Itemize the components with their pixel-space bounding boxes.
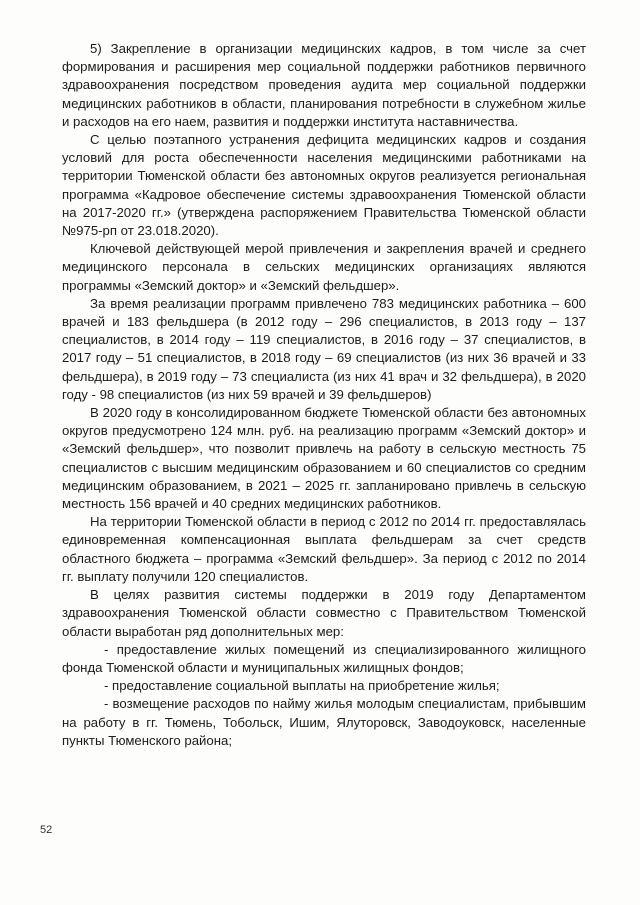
- list-item: - возмещение расходов по найму жилья молодым специалистам, прибывшим на работу в гг. Тюмень, Тобольск, Ишим, Ялуторовск, Заводоуковск, населенные пункты Тюменского района;: [62, 696, 586, 748]
- list-item: - предоставление жилых помещений из специализированного жилищного фонда Тюменской области и муниципальных жилищных фондов;: [62, 641, 586, 675]
- body-text: [62, 40, 586, 750]
- paragraph: 5) Закрепление в организации медицинских кадров, в том числе за счет формирования и расширения мер социальной поддержки работников первичного здравоохранения посредством проведения аудита мер социальной поддержки медицинских работников в области, планирования потребности в служебном жилье и расходов на его наем, развития и поддержки института наставничества.: [62, 41, 586, 129]
- paragraph: На территории Тюменской области в период с 2012 по 2014 гг. предоставлялась единовременная компенсационная выплата фельдшерам за счет средств областного бюджета – программа «Земский фельдшер». За период с 2012 по 2014 гг. выплату получили 120 специалистов.: [62, 514, 586, 584]
- paragraph: Ключевой действующей мерой привлечения и закрепления врачей и среднего медицинского персонала в сельских медицинских организациях являются программы «Земский доктор» и «Земский фельдшер».: [62, 241, 586, 293]
- paragraph: За время реализации программ привлечено 783 медицинских работника – 600 врачей и 183 фельдшера (в 2012 году – 296 специалистов, в 2013 году – 137 специалистов, в 2014 году – 119 специалистов, в 2016 году – 37 специалистов, в 2017 году – 51 специалистов, в 2018 году – 69 специалистов (из них 36 врачей и 33 фельдшера), в 2019 году – 73 специалиста (из них 41 врач и 32 фельдшера), в 2020 году - 98 специалистов (из них 59 врачей и 39 фельдшеров): [62, 295, 586, 402]
- list-item: - предоставление социальной выплаты на приобретение жилья;: [104, 678, 500, 694]
- paragraph: В целях развития системы поддержки в 2019 году Департаментом здравоохранения Тюменской области совместно с Правительством Тюменской области выработан ряд дополнительных мер:: [62, 587, 586, 639]
- page-number: 52: [40, 824, 53, 836]
- paragraph: С целью поэтапного устранения дефицита медицинских кадров и создания условий для роста обеспеченности населения медицинскими работниками на территории Тюменской области без автономных округов реализуется региональная программа «Кадровое обеспечение системы здравоохранения Тюменской области на 2017-2020 гг.» (утверждена распоряжением Правительства Тюменской области №975-рп от 23.018.2020).: [62, 132, 586, 239]
- paragraph: В 2020 году в консолидированном бюджете Тюменской области без автономных округов предусмотрено 124 млн. руб. на реализацию программ «Земский доктор» и «Земский фельдшер», что позволит привлечь на работу в сельскую местность 75 специалистов с высшим медицинским образованием и 60 специалистов со средним медицинским образованием, в 2021 – 2025 гг. запланировано привлечь в сельскую местность 156 врачей и 40 средних медицинских работников.: [62, 405, 586, 512]
